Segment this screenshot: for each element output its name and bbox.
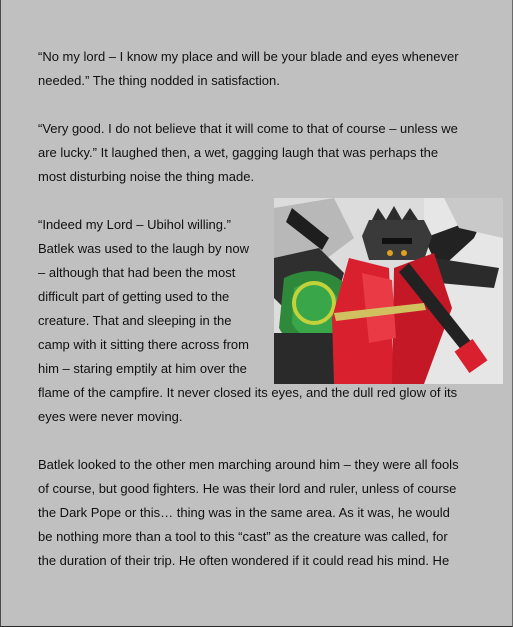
text-line: Batlek looked to the other men marching around him – they were all fools: [38, 457, 459, 472]
text-line: “No my lord – I know my place and will be your blade and eyes whenever: [38, 49, 459, 64]
text-line: “Indeed my Lord – Ubihol willing.”: [38, 217, 231, 232]
text-line: difficult part of getting used to the: [38, 289, 230, 304]
paragraph-2: [38, 117, 480, 189]
text-line: him – staring emptily at him over the: [38, 361, 247, 376]
text-line: eyes were never moving.: [38, 409, 183, 424]
text-line: flame of the campfire. It never closed its eyes, and the dull red glow of its: [38, 385, 458, 400]
text-line: Batlek was used to the laugh by now: [38, 241, 250, 256]
lego-figure-photo: [274, 198, 503, 384]
text-line: – although that had been the most: [38, 265, 236, 280]
paragraph-4: [38, 453, 480, 573]
text-line: be nothing more than a tool to this “cast” as the creature was called, for: [38, 529, 448, 544]
text-line: camp with it sitting there across from: [38, 337, 249, 352]
text-line: are lucky.” It laughed then, a wet, gagging laugh that was perhaps the: [38, 145, 439, 160]
text-line: the Dark Pope or this… thing was in the same area. As it was, he would: [38, 505, 450, 520]
text-line: “Very good. I do not believe that it will come to that of course – unless we: [38, 121, 458, 136]
text-line: needed.” The thing nodded in satisfaction.: [38, 73, 280, 88]
text-line: of course, but good fighters. He was their lord and ruler, unless of course: [38, 481, 457, 496]
text-line: the duration of their trip. He often wondered if it could read his mind. He: [38, 553, 450, 568]
paragraph-1: [38, 45, 480, 93]
text-line: creature. That and sleeping in the: [38, 313, 232, 328]
text-line: most disturbing noise the thing made.: [38, 169, 255, 184]
